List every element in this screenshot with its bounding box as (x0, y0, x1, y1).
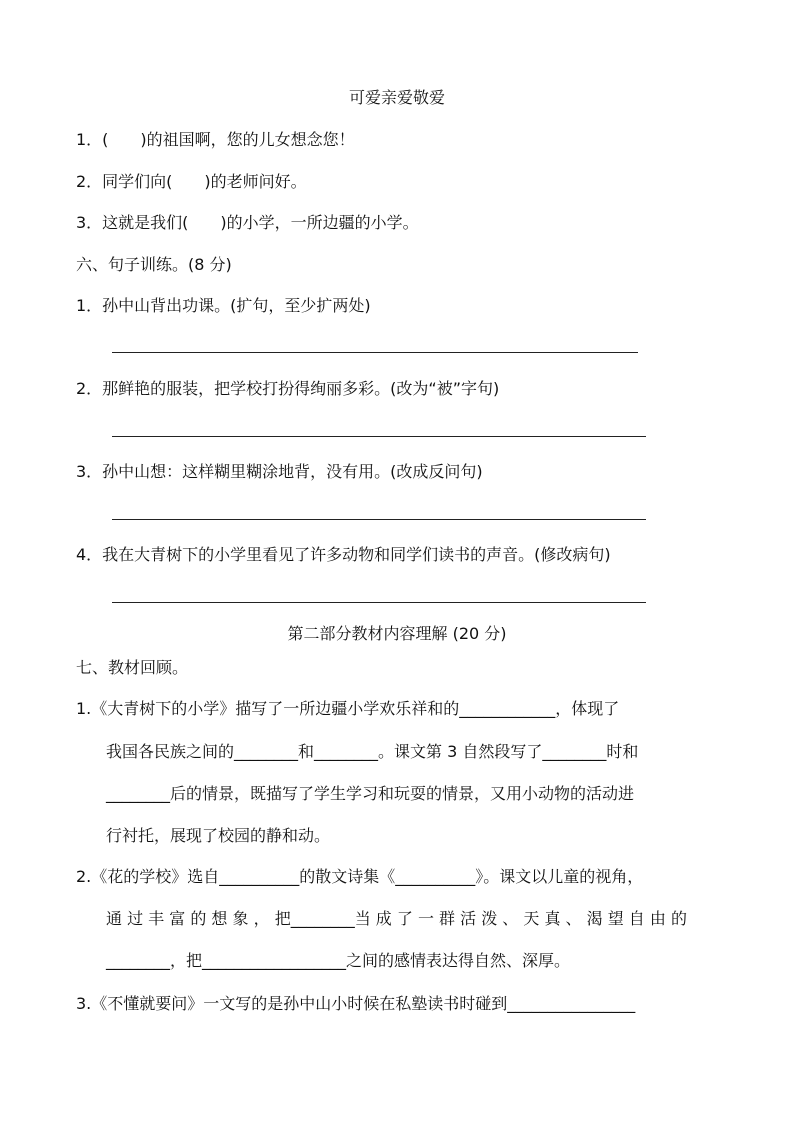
word-bank-title: 可爱亲爱敬爱 (348, 88, 445, 107)
review-item-1-line-2: 我国各民族之间的________和________。课文第 3 自然段写了________时和 (106, 742, 639, 761)
section-seven-heading: 七、教材回顾。 (76, 658, 189, 677)
review-item-1-line-4: 行衬托，展现了校园的静和动。 (106, 826, 331, 845)
answer-line-3[interactable] (112, 519, 646, 520)
sentence-question-4: 4．我在大青树下的小学里看见了许多动物和同学们读书的声音。(修改病句) (76, 545, 611, 564)
sentence-question-2: 2．那鲜艳的服装，把学校打扮得绚丽多彩。(改为“被”字句) (76, 379, 500, 398)
sentence-question-3: 3．孙中山想：这样糊里糊涂地背，没有用。(改成反问句) (76, 462, 483, 481)
fill-word-question-3: 3．这就是我们( )的小学，一所边疆的小学。 (76, 213, 419, 232)
fill-word-question-1: 1．( )的祖国啊，您的儿女想念您！ (76, 130, 355, 149)
part-two-title: 第二部分教材内容理解 (20 分) (287, 624, 507, 643)
answer-line-4[interactable] (112, 602, 646, 603)
review-item-2-line-3: ________，把__________________之间的感情表达得自然、深厚。 (106, 951, 571, 970)
review-item-2-line-2: 通 过 丰 富 的 想 象 ， 把________当 成 了 一 群 活 泼 、 天 真 、 渴 望 自 由 的 (106, 909, 687, 928)
answer-line-2[interactable] (112, 436, 646, 437)
answer-line-1[interactable] (112, 352, 638, 353)
sentence-question-1: 1．孙中山背出功课。(扩句，至少扩两处) (76, 296, 371, 315)
review-item-3-line-1: 3.《不懂就要问》一文写的是孙中山小时候在私塾读书时碰到________________ (76, 994, 636, 1013)
fill-word-question-2: 2．同学们向( )的老师问好。 (76, 172, 307, 191)
review-item-2-line-1: 2.《花的学校》选自__________的散文诗集《__________》。课文以儿童的视角， (76, 867, 644, 886)
review-item-1-line-1: 1.《大青树下的小学》描写了一所边疆小学欢乐祥和的____________，体现了 (76, 699, 620, 718)
section-six-heading: 六、句子训练。(8 分) (76, 255, 232, 274)
review-item-1-line-3: ________后的情景，既描写了学生学习和玩耍的情景，又用小动物的活动进 (106, 784, 635, 803)
